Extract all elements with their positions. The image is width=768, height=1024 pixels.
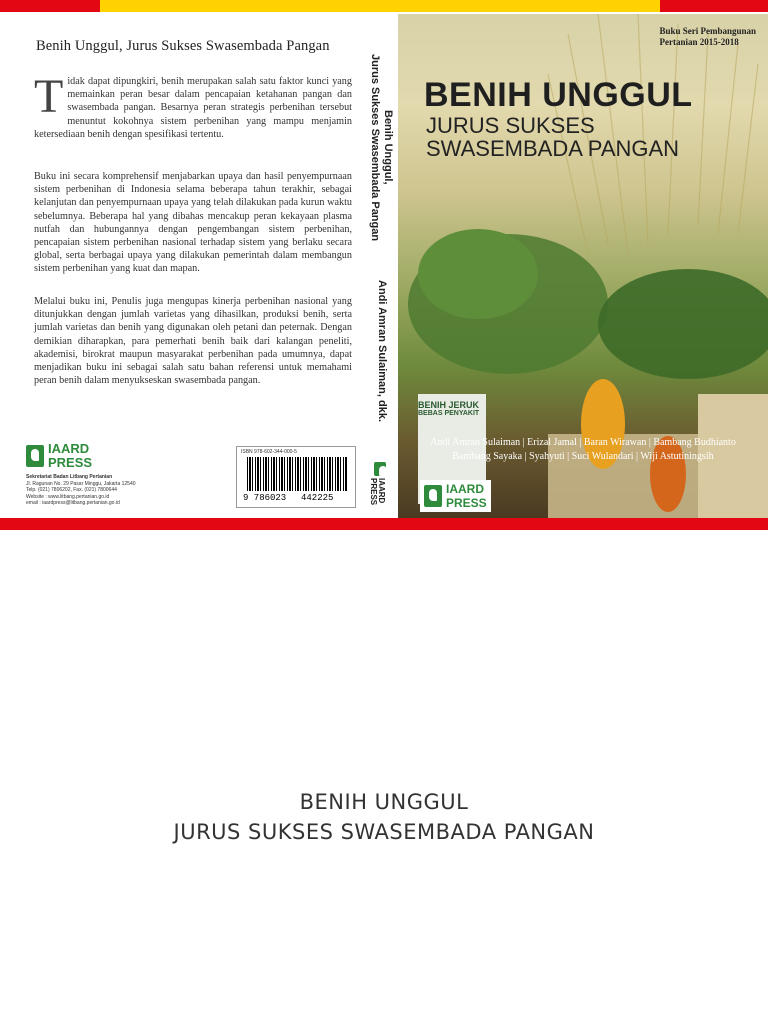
spine-title-2: Jurus Sukses Swasembada Pangan <box>369 54 381 242</box>
front-cover <box>398 14 768 518</box>
leaf-icon <box>424 485 442 507</box>
drop-cap: T <box>34 70 64 123</box>
front-authors: Andi Amran Sulaiman | Erizal Jamal | Baran Wirawan | Bambang Budhianto Bambang Sayaka | Syahyuti | Suci Wulandari | Wiji Astutiningsih <box>430 437 736 462</box>
spine-title-1: Benih Unggul, <box>382 110 394 185</box>
publisher-address: Sekretariat Badan Litbang Pertanian Jl. Ragunan No. 29 Pasar Minggu, Jakarta 12540 Telp. (021) 7806202, Fax. (021) 7800644 Website : www.litbang.pertanian.go.id email : iaardpress@litbang.pertanian.go.id <box>26 474 136 506</box>
front-title-main: BENIH UNGGUL <box>424 76 693 114</box>
top-red-bar <box>0 0 100 12</box>
orange-seed-sign: BENIH JERUK BEBAS PENYAKIT <box>418 400 480 417</box>
top-yellow-bar <box>100 0 660 12</box>
top-red-bar-right <box>660 0 768 12</box>
book-series: Buku Seri Pembangunan Pertanian 2015-2018 <box>659 26 756 47</box>
caption-line-2: JURUS SUKSES SWASEMBADA PANGAN <box>173 820 595 844</box>
publisher-logo: IAARD PRESS <box>26 442 92 470</box>
book-spine <box>360 14 398 518</box>
spine-publisher-logo: IAARD PRESS <box>374 462 388 506</box>
back-paragraph-1: Tidak dapat dipungkiri, benih merupakan salah satu faktor kunci yang memainkan peran besar dalam pencapaian ketahanan pangan dan swasembada pangan. Besarnya peran strategis perbenihan tersebut menuntut kokohnya sistem perbenihan yang mampu menjamin ketersediaan benih dengan spesifikasi tertentu. <box>34 70 352 140</box>
isbn-label: ISBN 978-602-344-000-5 <box>241 449 297 455</box>
barcode-bars <box>247 457 347 491</box>
front-publisher-logo: IAARD PRESS <box>420 480 491 512</box>
barcode-number-left: 9 786023 <box>243 493 287 503</box>
spine-author: Andi Amran Sulaiman, dkk. <box>376 280 388 423</box>
caption-line-1: BENIH UNGGUL <box>299 790 469 814</box>
barcode-number-right: 442225 <box>301 493 334 503</box>
back-paragraph-2: Buku ini secara komprehensif menjabarkan upaya dan hasil penyempurnaan sistem perbenihan di Indonesia selama beberapa tahun terakhir, sebagai kelanjutan dan penyempurnaan upaya yang telah dilakukan pada kurun waktu sebelumnya. Beberapa hal yang dibahas mencakup peran kekayaan plasma nutfah dan hubungannya dengan pengembangan sistem perbenihan, pencapaian sistem perbenihan nasional terhadap sistem yang berlaku secara global, serta berbagai upaya yang dilakukan pemerintah dalam membangun sistem perbenihan yang kuat dan mapan. <box>34 171 352 275</box>
leaf-icon <box>26 445 44 467</box>
back-paragraph-3: Melalui buku ini, Penulis juga mengupas kinerja perbenihan nasional yang ditunjukkan dengan jumlah varietas yang dihasilkan, produksi benih, serta jumlah varietas dan benih yang digunakan oleh petani dan peternak. Dengan demikian diharapkan, para pemerhati benih baik dari kalangan peneliti, akademisi, birokrat maupun masyarakat perbenihan pada umumnya, dapat menjadikan buku ini sebagai salah satu bahan referensi untuk memahami peran benih dalam menyukseskan swasembada pangan. <box>34 296 352 387</box>
back-cover-title: Benih Unggul, Jurus Sukses Swasembada Pangan <box>36 38 330 54</box>
isbn-barcode <box>236 446 356 508</box>
leaf-icon <box>374 462 386 476</box>
front-title-sub: JURUS SUKSES SWASEMBADA PANGAN <box>426 113 680 161</box>
